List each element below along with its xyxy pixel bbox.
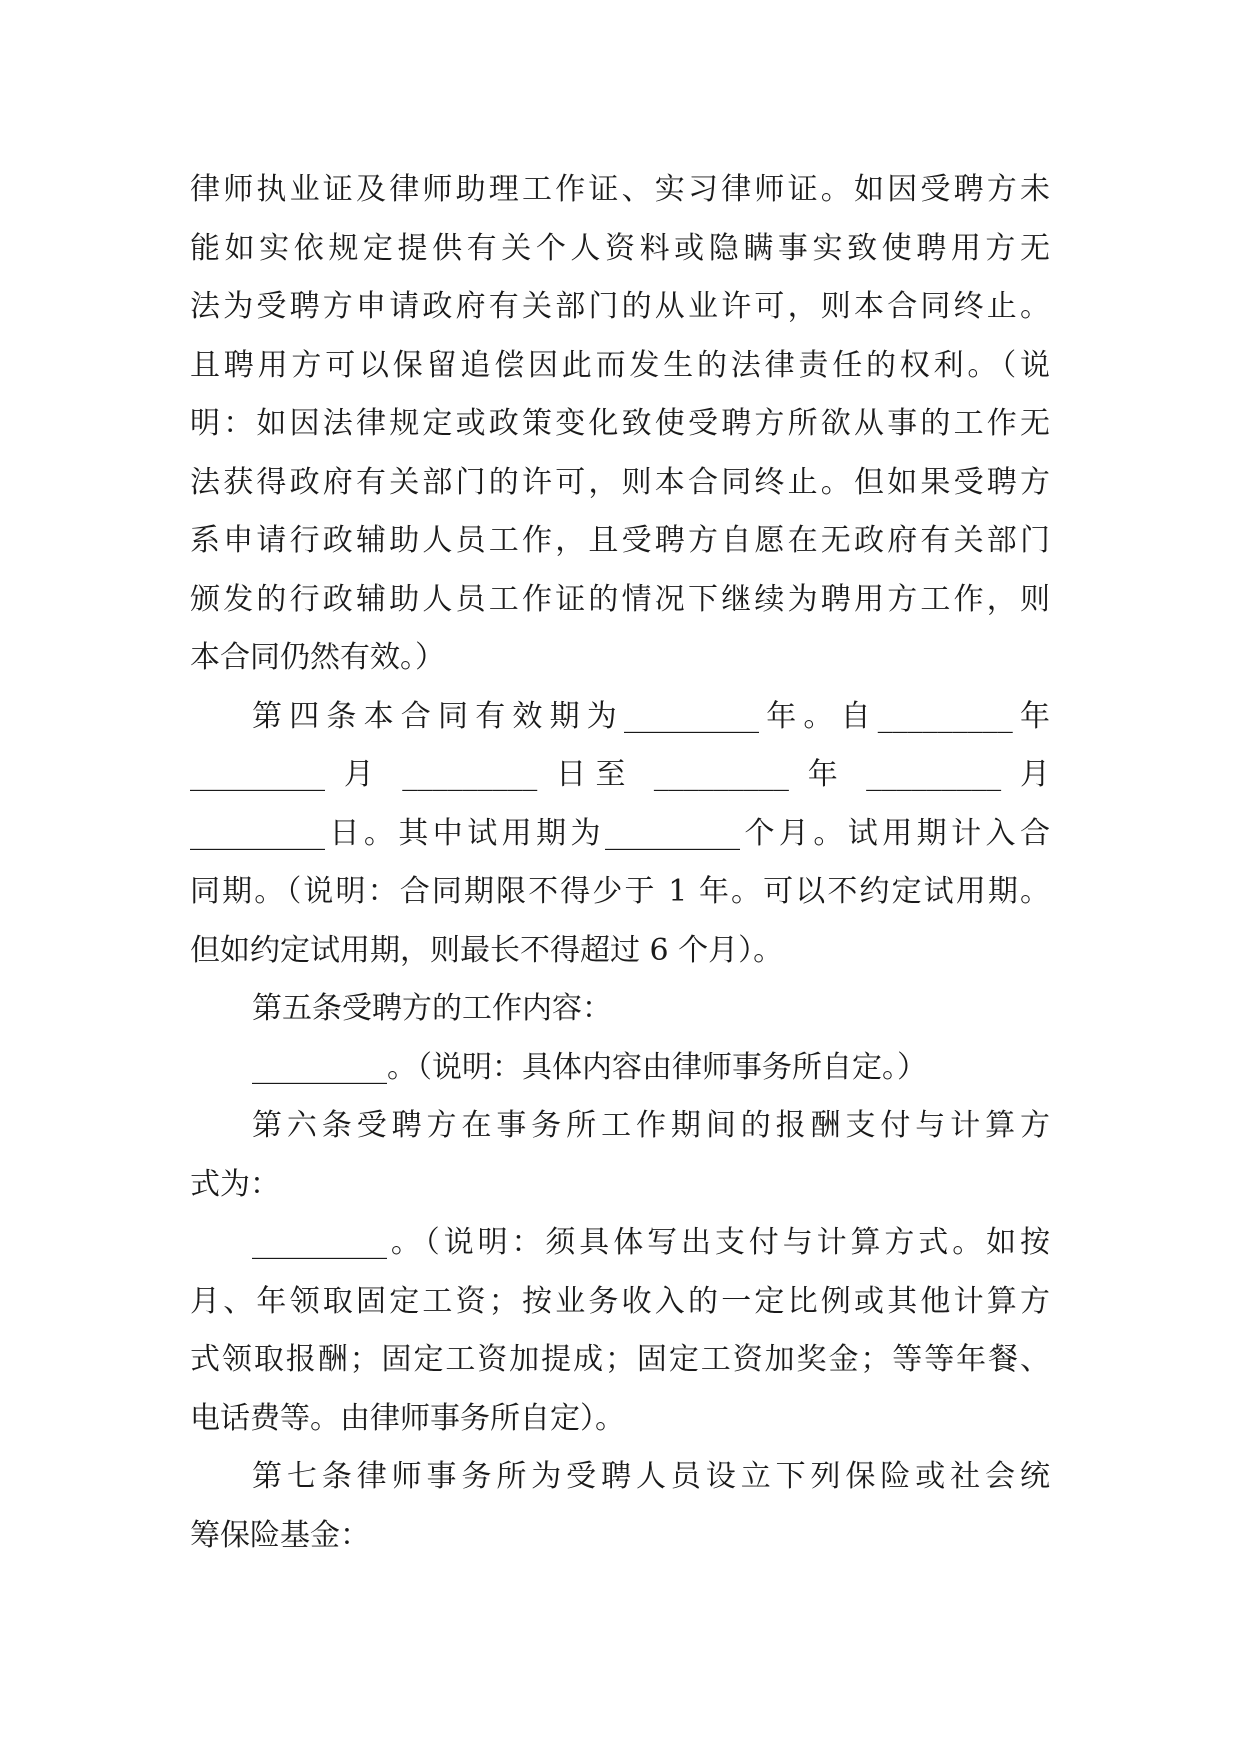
text-line: 式为：: [190, 1166, 280, 1202]
text-line: 但如约定试用期，则最长不得超过 6 个月）。: [190, 932, 784, 968]
text-line: 电话费等。由律师事务所自定）。: [190, 1400, 625, 1436]
text-line: _________日。其中试用期为_________个月。试用期计入合: [190, 815, 1050, 851]
text-line: _________。（说明：须具体写出支付与计算方式。如按: [252, 1225, 1050, 1260]
text-line: 且聘用方可以保留追偿因此而发生的法律责任的权利。（说: [190, 347, 1050, 383]
text-line: _________ 月 _________ 日至 _________ 年 _________ 月: [190, 757, 1050, 792]
text-line: _________。（说明：具体内容由律师事务所自定。）: [252, 1049, 927, 1085]
text-line: 式领取报酬；固定工资加提成；固定工资加奖金；等等年餐、: [190, 1342, 1050, 1377]
text-line: 同期。（说明：合同期限不得少于 1 年。可以不约定试用期。: [190, 874, 1050, 909]
article-7-heading-line: 第七条律师事务所为受聘人员设立下列保险或社会统: [252, 1459, 1050, 1494]
article-6-heading-line: 第六条受聘方在事务所工作期间的报酬支付与计算方: [252, 1108, 1050, 1143]
text-line: 月、年领取固定工资；按业务收入的一定比例或其他计算方: [190, 1283, 1050, 1319]
text-line: 系申请行政辅助人员工作，且受聘方自愿在无政府有关部门: [190, 523, 1050, 558]
text-line: 本合同仍然有效。）: [190, 640, 445, 675]
text-line: 法获得政府有关部门的许可，则本合同终止。但如果受聘方: [190, 464, 1050, 500]
article-5-heading-line: 第五条受聘方的工作内容：: [252, 991, 612, 1026]
text-line: 法为受聘方申请政府有关部门的从业许可，则本合同终止。: [190, 289, 1050, 324]
article-4-heading-line: 第四条本合同有效期为_________年。自_________年: [252, 698, 1050, 734]
text-line: 明：如因法律规定或政策变化致使受聘方所欲从事的工作无: [190, 406, 1050, 441]
text-line: 颁发的行政辅助人员工作证的情况下继续为聘用方工作，则: [190, 581, 1050, 617]
text-line: 能如实依规定提供有关个人资料或隐瞒事实致使聘用方无: [190, 230, 1050, 266]
text-line: 律师执业证及律师助理工作证、实习律师证。如因受聘方未: [190, 172, 1050, 207]
text-line: 筹保险基金：: [190, 1517, 370, 1553]
document-body: [190, 161, 1050, 1565]
